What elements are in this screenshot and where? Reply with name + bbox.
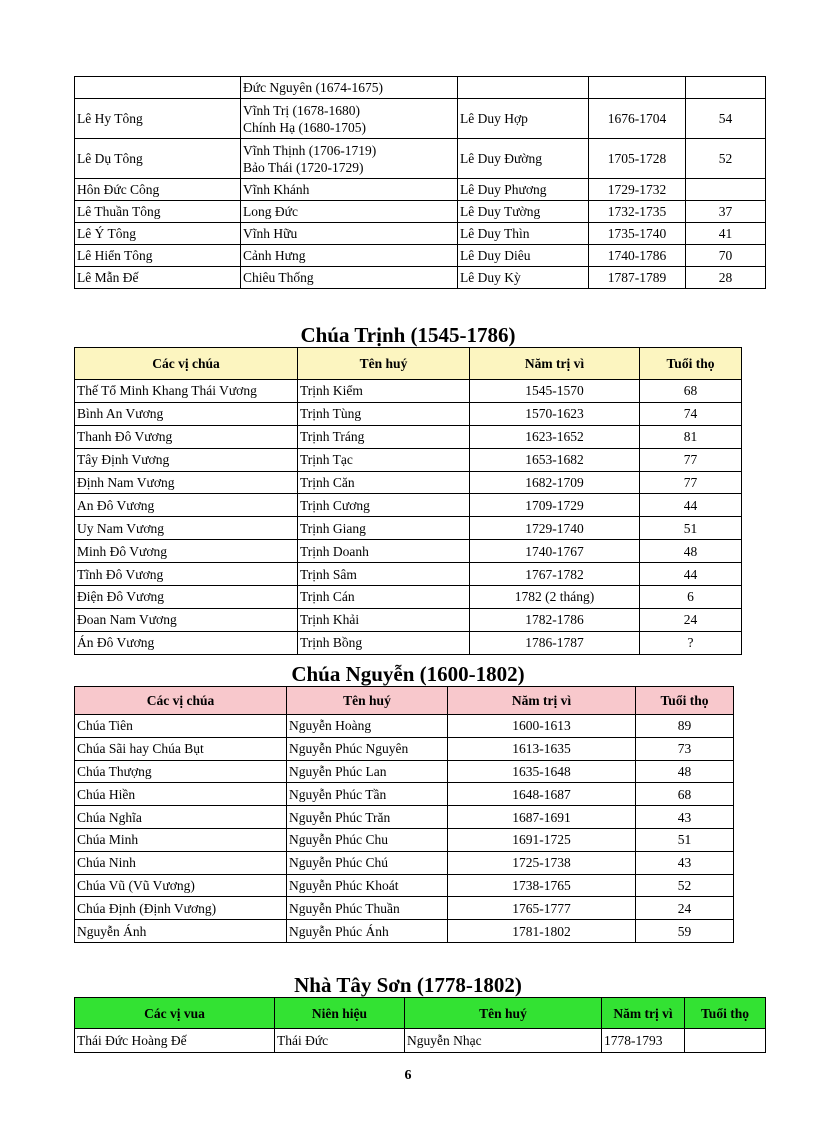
header-row — [75, 348, 742, 380]
era-cell — [241, 245, 458, 267]
personal-name-cell: Trịnh Giang — [298, 517, 470, 540]
lord-cell: Đoan Nam Vương — [75, 608, 298, 631]
age-cell: 54 — [686, 99, 766, 139]
reign-cell: 1600-1613 — [448, 715, 636, 738]
era-line: Vĩnh Trị (1678-1680) — [243, 102, 361, 118]
king-cell: Lê Thuần Tông — [75, 201, 241, 223]
lifespan-cell: 48 — [640, 540, 742, 563]
lifespan-cell: 6 — [640, 586, 742, 609]
lifespan-cell: 24 — [640, 608, 742, 631]
reign-cell: 1729-1732 — [589, 179, 686, 201]
personal-name-cell: Trịnh Kiểm — [298, 380, 470, 403]
trinh-table-header — [75, 348, 742, 380]
table-row — [75, 517, 742, 540]
reign-cell: 1709-1729 — [470, 494, 640, 517]
lifespan-cell: 81 — [640, 425, 742, 448]
table-row — [75, 201, 766, 223]
trinh-section-title: Chúa Trịnh (1545-1786) — [300, 323, 516, 347]
era-cell — [241, 223, 458, 245]
personal-name-cell: Nguyễn Phúc Chú — [287, 851, 448, 874]
personal-name-cell: Trịnh Tráng — [298, 425, 470, 448]
personal-name-cell: Trịnh Tạc — [298, 448, 470, 471]
header-personal-name: Tên huý — [405, 998, 602, 1029]
lord-cell: Minh Đô Vương — [75, 540, 298, 563]
header-lifespan: Tuổi thọ — [685, 998, 766, 1029]
reign-cell: 1729-1740 — [470, 517, 640, 540]
personal-name-cell: Nguyễn Phúc Nguyên — [287, 737, 448, 760]
lifespan-cell: 77 — [640, 471, 742, 494]
lifespan-cell: 68 — [636, 783, 734, 806]
lifespan-cell: 43 — [636, 806, 734, 829]
table-row — [75, 874, 734, 897]
reign-cell: 1545-1570 — [470, 380, 640, 403]
table-row — [75, 851, 734, 874]
lifespan-cell: ? — [640, 631, 742, 654]
header-lifespan: Tuổi thọ — [636, 687, 734, 715]
reign-cell: 1691-1725 — [448, 828, 636, 851]
table-row — [75, 631, 742, 654]
king-cell: Hôn Đức Công — [75, 179, 241, 201]
era-line: Chính Hạ (1680-1705) — [243, 119, 366, 135]
reign-cell: 1682-1709 — [470, 471, 640, 494]
lord-cell: Chúa Thượng — [75, 760, 287, 783]
personal-name-cell: Nguyễn Phúc Thuần — [287, 897, 448, 920]
table-row — [75, 586, 742, 609]
lifespan-cell: 48 — [636, 760, 734, 783]
personal-name-cell: Nguyễn Phúc Lan — [287, 760, 448, 783]
lord-cell: Thanh Đô Vương — [75, 425, 298, 448]
personal-name-cell: Trịnh Sâm — [298, 563, 470, 586]
table-row — [75, 494, 742, 517]
lord-cell: Điện Đô Vương — [75, 586, 298, 609]
personal-name-cell: Nguyễn Phúc Ánh — [287, 920, 448, 943]
name-cell: Lê Duy Phương — [458, 179, 589, 201]
era-line: Vĩnh Khánh — [243, 182, 310, 197]
reign-cell: 1635-1648 — [448, 760, 636, 783]
king-cell: Lê Dụ Tông — [75, 139, 241, 179]
table-row — [75, 223, 766, 245]
personal-name-cell: Trịnh Bồng — [298, 631, 470, 654]
header-personal-name: Tên huý — [287, 687, 448, 715]
personal-name-cell: Trịnh Cán — [298, 586, 470, 609]
lord-cell: Chúa Tiên — [75, 715, 287, 738]
header-reign: Năm trị vì — [602, 998, 685, 1029]
lord-cell: An Đô Vương — [75, 494, 298, 517]
age-cell: 70 — [686, 245, 766, 267]
table-row — [75, 245, 766, 267]
lord-cell: Chúa Hiền — [75, 783, 287, 806]
table-row — [75, 563, 742, 586]
lifespan-cell: 44 — [640, 494, 742, 517]
lifespan-cell: 51 — [636, 828, 734, 851]
lifespan-cell: 68 — [640, 380, 742, 403]
reign-cell: 1676-1704 — [589, 99, 686, 139]
reign-cell: 1738-1765 — [448, 874, 636, 897]
table-row — [75, 267, 766, 289]
table-row — [75, 471, 742, 494]
personal-name-cell: Trịnh Tùng — [298, 402, 470, 425]
nguyen-section-title: Chúa Nguyễn (1600-1802) — [291, 662, 525, 686]
personal-name-cell: Nguyễn Phúc Khoát — [287, 874, 448, 897]
personal-name-cell: Trịnh Căn — [298, 471, 470, 494]
table-row — [75, 920, 734, 943]
lifespan-cell: 89 — [636, 715, 734, 738]
lifespan-cell: 73 — [636, 737, 734, 760]
era-cell — [241, 99, 458, 139]
tayson-section-title: Nhà Tây Sơn (1778-1802) — [294, 973, 522, 997]
era-line: Vĩnh Hữu — [243, 226, 298, 241]
table-row — [75, 380, 742, 403]
header-lords: Các vị chúa — [75, 348, 298, 380]
table-row — [75, 783, 734, 806]
trinh-table-body — [75, 380, 742, 655]
reign-cell: 1778-1793 — [602, 1029, 685, 1053]
era-line: Chiêu Thống — [243, 270, 314, 285]
header-lords: Các vị chúa — [75, 687, 287, 715]
personal-name-cell: Trịnh Cương — [298, 494, 470, 517]
table-row — [75, 425, 742, 448]
era-cell — [241, 139, 458, 179]
table-row — [75, 448, 742, 471]
nguyen-table-header — [75, 687, 734, 715]
lord-cell: Bình An Vương — [75, 402, 298, 425]
reign-cell: 1765-1777 — [448, 897, 636, 920]
lifespan-cell — [685, 1029, 766, 1053]
reign-cell: 1570-1623 — [470, 402, 640, 425]
era-name-cell: Thái Đức — [275, 1029, 405, 1053]
header-reign: Năm trị vì — [470, 348, 640, 380]
reign-cell: 1767-1782 — [470, 563, 640, 586]
personal-name-cell: Nguyễn Phúc Tần — [287, 783, 448, 806]
name-cell: Lê Duy Kỳ — [458, 267, 589, 289]
table-row — [75, 540, 742, 563]
era-line: Đức Nguyên (1674-1675) — [243, 80, 384, 95]
table-row — [75, 608, 742, 631]
lord-cell: Chúa Định (Định Vương) — [75, 897, 287, 920]
reign-cell: 1740-1786 — [589, 245, 686, 267]
nguyen-lords-table — [74, 686, 734, 943]
king-cell: Thái Đức Hoàng Đế — [75, 1029, 275, 1053]
lord-cell: Chúa Ninh — [75, 851, 287, 874]
age-cell: 37 — [686, 201, 766, 223]
era-line: Cảnh Hưng — [243, 248, 306, 263]
lifespan-cell: 44 — [640, 563, 742, 586]
reign-cell: 1782-1786 — [470, 608, 640, 631]
age-cell: 52 — [686, 139, 766, 179]
name-cell: Lê Duy Hợp — [458, 99, 589, 139]
age-cell: 28 — [686, 267, 766, 289]
header-era-name: Niên hiệu — [275, 998, 405, 1029]
lord-cell: Chúa Vũ (Vũ Vương) — [75, 874, 287, 897]
age-cell — [686, 77, 766, 99]
reign-cell: 1786-1787 — [470, 631, 640, 654]
page-number: 6 — [404, 1068, 412, 1083]
reign-cell: 1781-1802 — [448, 920, 636, 943]
table-row — [75, 1029, 766, 1053]
table-row — [75, 760, 734, 783]
lifespan-cell: 77 — [640, 448, 742, 471]
table-row — [75, 139, 766, 179]
header-row — [75, 998, 766, 1029]
lifespan-cell: 24 — [636, 897, 734, 920]
era-cell — [241, 179, 458, 201]
reign-cell: 1623-1652 — [470, 425, 640, 448]
trinh-lords-table — [74, 347, 742, 655]
lord-cell: Tĩnh Đô Vương — [75, 563, 298, 586]
table-row — [75, 99, 766, 139]
king-cell: Lê Mẫn Đế — [75, 267, 241, 289]
reign-cell: 1735-1740 — [589, 223, 686, 245]
tayson-table-header — [75, 998, 766, 1029]
name-cell: Lê Duy Thìn — [458, 223, 589, 245]
king-cell — [75, 77, 241, 99]
lord-cell: Án Đô Vương — [75, 631, 298, 654]
reign-cell: 1687-1691 — [448, 806, 636, 829]
personal-name-cell: Nguyễn Phúc Chu — [287, 828, 448, 851]
lord-cell: Uy Nam Vương — [75, 517, 298, 540]
era-line: Long Đức — [243, 204, 298, 219]
table-row — [75, 402, 742, 425]
name-cell: Lê Duy Diêu — [458, 245, 589, 267]
table-row — [75, 715, 734, 738]
personal-name-cell: Nguyễn Phúc Trăn — [287, 806, 448, 829]
nguyen-table-body — [75, 715, 734, 943]
header-lifespan: Tuổi thọ — [640, 348, 742, 380]
tayson-table-body — [75, 1029, 766, 1053]
lifespan-cell: 43 — [636, 851, 734, 874]
table-row — [75, 806, 734, 829]
le-dynasty-table-body — [75, 77, 766, 289]
name-cell: Lê Duy Tường — [458, 201, 589, 223]
header-personal-name: Tên huý — [298, 348, 470, 380]
lord-cell: Thế Tổ Minh Khang Thái Vương — [75, 380, 298, 403]
table-row — [75, 737, 734, 760]
table-row — [75, 828, 734, 851]
lord-cell: Nguyễn Ánh — [75, 920, 287, 943]
lord-cell: Chúa Minh — [75, 828, 287, 851]
personal-name-cell: Nguyễn Nhạc — [405, 1029, 602, 1053]
reign-cell: 1725-1738 — [448, 851, 636, 874]
era-line: Vĩnh Thịnh (1706-1719) — [243, 142, 377, 158]
name-cell — [458, 77, 589, 99]
reign-cell: 1705-1728 — [589, 139, 686, 179]
lifespan-cell: 52 — [636, 874, 734, 897]
era-cell — [241, 201, 458, 223]
table-row — [75, 179, 766, 201]
lifespan-cell: 59 — [636, 920, 734, 943]
age-cell: 41 — [686, 223, 766, 245]
personal-name-cell: Trịnh Doanh — [298, 540, 470, 563]
tayson-kings-table — [74, 997, 766, 1053]
lord-cell: Chúa Sãi hay Chúa Bụt — [75, 737, 287, 760]
era-cell — [241, 267, 458, 289]
header-reign: Năm trị vì — [448, 687, 636, 715]
reign-cell: 1740-1767 — [470, 540, 640, 563]
lifespan-cell: 74 — [640, 402, 742, 425]
lord-cell: Tây Định Vương — [75, 448, 298, 471]
header-row — [75, 687, 734, 715]
era-line: Bảo Thái (1720-1729) — [243, 159, 364, 175]
king-cell: Lê Hiển Tông — [75, 245, 241, 267]
lord-cell: Định Nam Vương — [75, 471, 298, 494]
le-dynasty-table — [74, 76, 766, 289]
table-row — [75, 77, 766, 99]
reign-cell: 1787-1789 — [589, 267, 686, 289]
personal-name-cell: Trịnh Khải — [298, 608, 470, 631]
header-kings: Các vị vua — [75, 998, 275, 1029]
king-cell: Lê Ý Tông — [75, 223, 241, 245]
king-cell: Lê Hy Tông — [75, 99, 241, 139]
reign-cell: 1653-1682 — [470, 448, 640, 471]
table-row — [75, 897, 734, 920]
reign-cell: 1732-1735 — [589, 201, 686, 223]
reign-cell: 1648-1687 — [448, 783, 636, 806]
lifespan-cell: 51 — [640, 517, 742, 540]
name-cell: Lê Duy Đường — [458, 139, 589, 179]
era-cell — [241, 77, 458, 99]
age-cell — [686, 179, 766, 201]
lord-cell: Chúa Nghĩa — [75, 806, 287, 829]
reign-cell — [589, 77, 686, 99]
reign-cell: 1782 (2 tháng) — [470, 586, 640, 609]
reign-cell: 1613-1635 — [448, 737, 636, 760]
personal-name-cell: Nguyễn Hoàng — [287, 715, 448, 738]
